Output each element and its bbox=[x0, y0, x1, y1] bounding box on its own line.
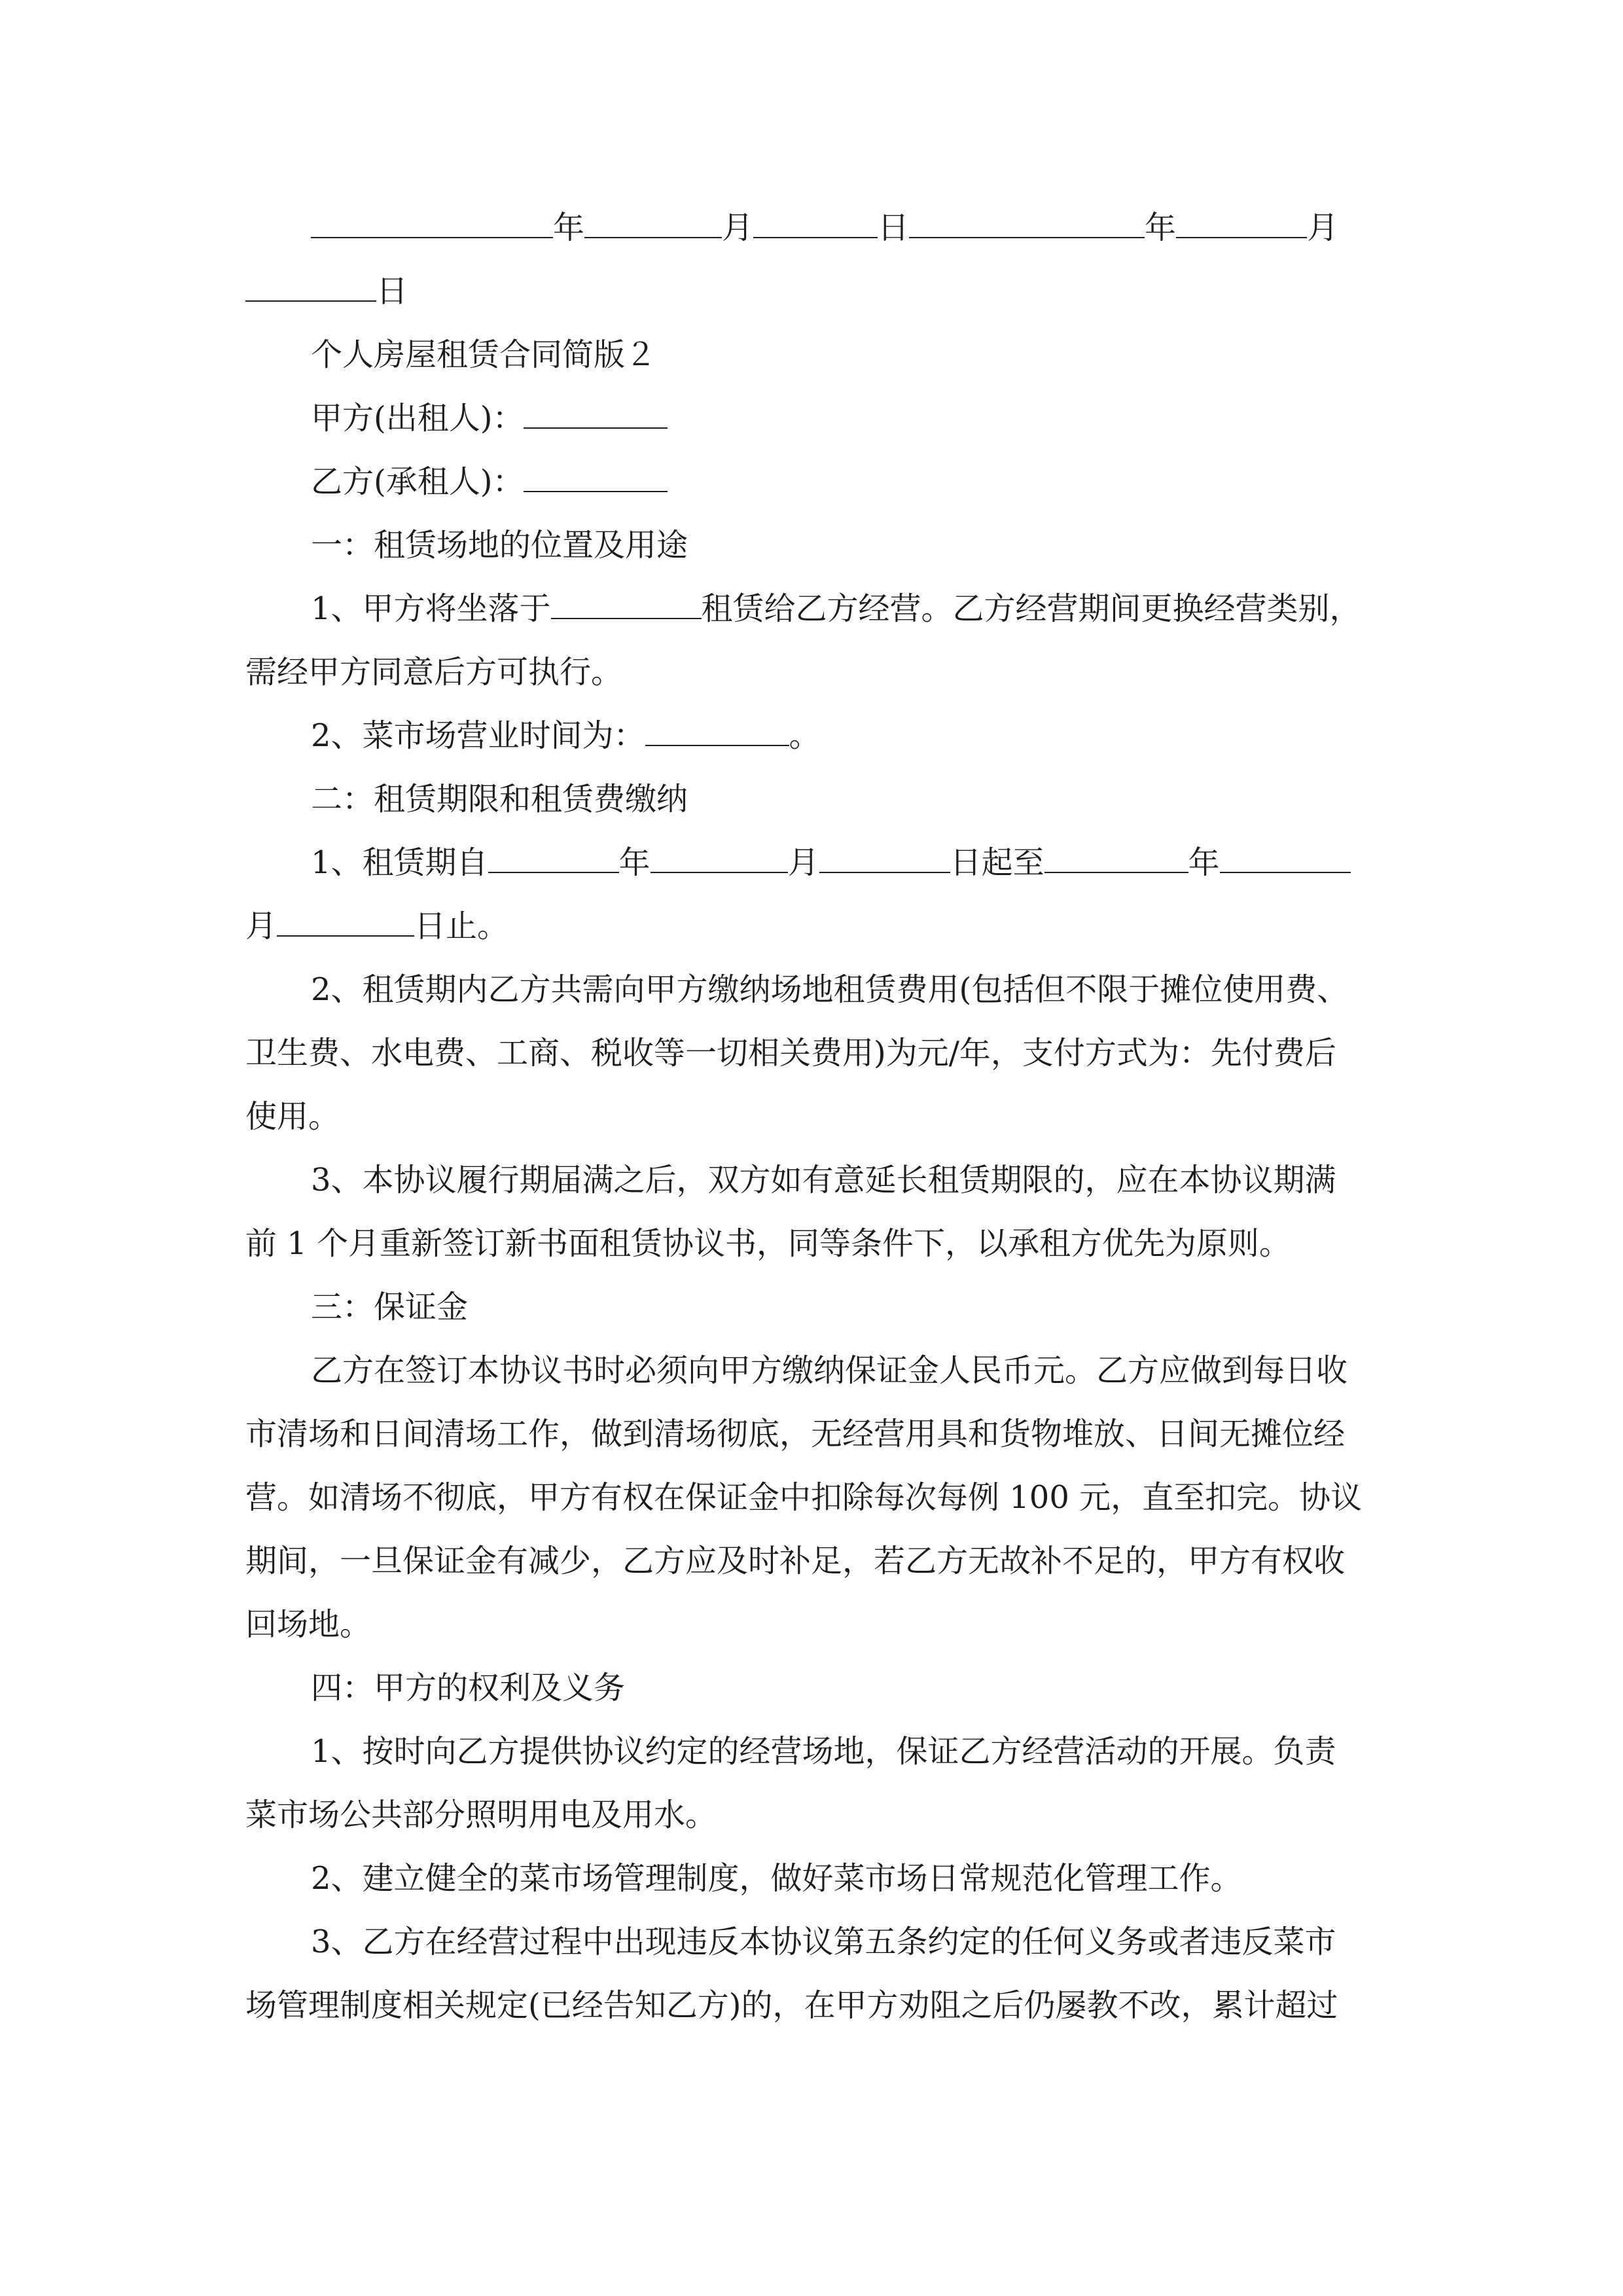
blank-field bbox=[1044, 846, 1188, 873]
section-1-heading: 一：租赁场地的位置及用途 bbox=[311, 527, 688, 564]
section-1-p1-line1 bbox=[245, 577, 1378, 641]
date-line-1 bbox=[245, 196, 1378, 260]
contract-body bbox=[245, 196, 1378, 2037]
party-b-line bbox=[245, 450, 1378, 514]
blank-field bbox=[753, 211, 878, 238]
section-2-p3-line2: 前 1 个月重新签订新书面租赁协议书，同等条件下，以承租方优先为原则。 bbox=[245, 1225, 1291, 1262]
section-4-p3-line2: 场管理制度相关规定(已经告知乙方)的，在甲方劝阻之后仍屡教不改，累计超过 bbox=[245, 1987, 1338, 2024]
section-4-p3-line1: 3、乙方在经营过程中出现违反本协议第五条约定的任何义务或者违反菜市 bbox=[311, 1924, 1336, 1960]
section-4-p1-line2: 菜市场公共部分照明用电及用水。 bbox=[245, 1797, 717, 1833]
blank-field bbox=[488, 846, 619, 873]
section-1-p2 bbox=[245, 704, 1378, 768]
blank-field bbox=[311, 211, 553, 238]
blank-field bbox=[551, 592, 702, 619]
paragraph-text: 日止。 bbox=[414, 908, 509, 944]
date-year-label: 年 bbox=[1145, 209, 1177, 246]
paragraph-text: 。 bbox=[789, 717, 821, 754]
date-line-2 bbox=[245, 260, 1378, 323]
paragraph-text: 年 bbox=[618, 844, 651, 881]
blank-field bbox=[524, 401, 668, 429]
blank-field bbox=[651, 846, 788, 873]
section-1-p1-line2: 需经甲方同意后方可执行。 bbox=[245, 654, 623, 691]
party-b-label: 乙方(承租人)： bbox=[311, 463, 524, 500]
section-3-line4: 期间，一旦保证金有减少，乙方应及时补足，若乙方无故补不足的，甲方有权收 bbox=[245, 1543, 1346, 1579]
section-3-line5: 回场地。 bbox=[245, 1606, 372, 1643]
paragraph-text: 2、菜市场营业时间为： bbox=[311, 717, 645, 754]
blank-field bbox=[277, 909, 414, 937]
blank-field bbox=[524, 465, 668, 492]
paragraph-text: 月 bbox=[787, 844, 819, 881]
date-day-label: 日 bbox=[376, 273, 408, 310]
date-month-label: 月 bbox=[1307, 209, 1339, 246]
section-3-line3: 营。如清场不彻底，甲方有权在保证金中扣除每次每例 100 元，直至扣完。协议 bbox=[245, 1479, 1363, 1516]
section-3-line1: 乙方在签订本协议书时必须向甲方缴纳保证金人民币元。乙方应做到每日收 bbox=[311, 1352, 1348, 1389]
blank-field bbox=[245, 274, 376, 302]
section-2-p1-line2 bbox=[245, 895, 1378, 958]
section-3-line2: 市清场和日间清场工作，做到清场彻底，无经营用具和货物堆放、日间无摊位经 bbox=[245, 1416, 1346, 1452]
date-day-label: 日 bbox=[878, 209, 910, 246]
date-year-label: 年 bbox=[553, 209, 585, 246]
blank-field bbox=[584, 211, 722, 238]
contract-title: 个人房屋租赁合同简版２ bbox=[311, 336, 657, 373]
paragraph-text: 1、甲方将坐落于 bbox=[311, 590, 551, 627]
section-2-p3-line1: 3、本协议履行期届满之后，双方如有意延长租赁期限的，应在本协议期满 bbox=[311, 1162, 1336, 1198]
blank-field bbox=[909, 211, 1145, 238]
section-2-p2-line1: 2、租赁期内乙方共需向甲方缴纳场地租赁费用(包括但不限于摊位使用费、 bbox=[311, 971, 1349, 1008]
date-month-label: 月 bbox=[722, 209, 754, 246]
blank-field bbox=[819, 846, 950, 873]
paragraph-text: 1、租赁期自 bbox=[311, 844, 488, 881]
blank-field bbox=[1176, 211, 1307, 238]
section-4-heading: 四：甲方的权利及义务 bbox=[311, 1670, 626, 1706]
paragraph-text: 月 bbox=[245, 908, 277, 944]
paragraph-text: 日起至 bbox=[950, 844, 1044, 881]
blank-field bbox=[1220, 846, 1351, 873]
blank-field bbox=[645, 719, 789, 746]
section-2-p2-line2: 卫生费、水电费、工商、税收等一切相关费用)为元/年，支付方式为：先付费后 bbox=[245, 1035, 1336, 1071]
party-a-line bbox=[245, 387, 1378, 450]
section-4-p2: 2、建立健全的菜市场管理制度，做好菜市场日常规范化管理工作。 bbox=[311, 1860, 1242, 1897]
paragraph-text: 租赁给乙方经营。乙方经营期间更换经营类别， bbox=[701, 590, 1361, 627]
party-a-label: 甲方(出租人)： bbox=[311, 400, 524, 437]
section-2-p2-line3: 使用。 bbox=[245, 1098, 340, 1135]
section-2-heading: 二：租赁期限和租赁费缴纳 bbox=[311, 781, 688, 817]
paragraph-text: 年 bbox=[1188, 844, 1220, 881]
section-4-p1-line1: 1、按时向乙方提供协议约定的经营场地，保证乙方经营活动的开展。负责 bbox=[311, 1733, 1336, 1770]
section-2-p1-line1 bbox=[245, 831, 1378, 895]
section-3-heading: 三：保证金 bbox=[311, 1289, 469, 1325]
